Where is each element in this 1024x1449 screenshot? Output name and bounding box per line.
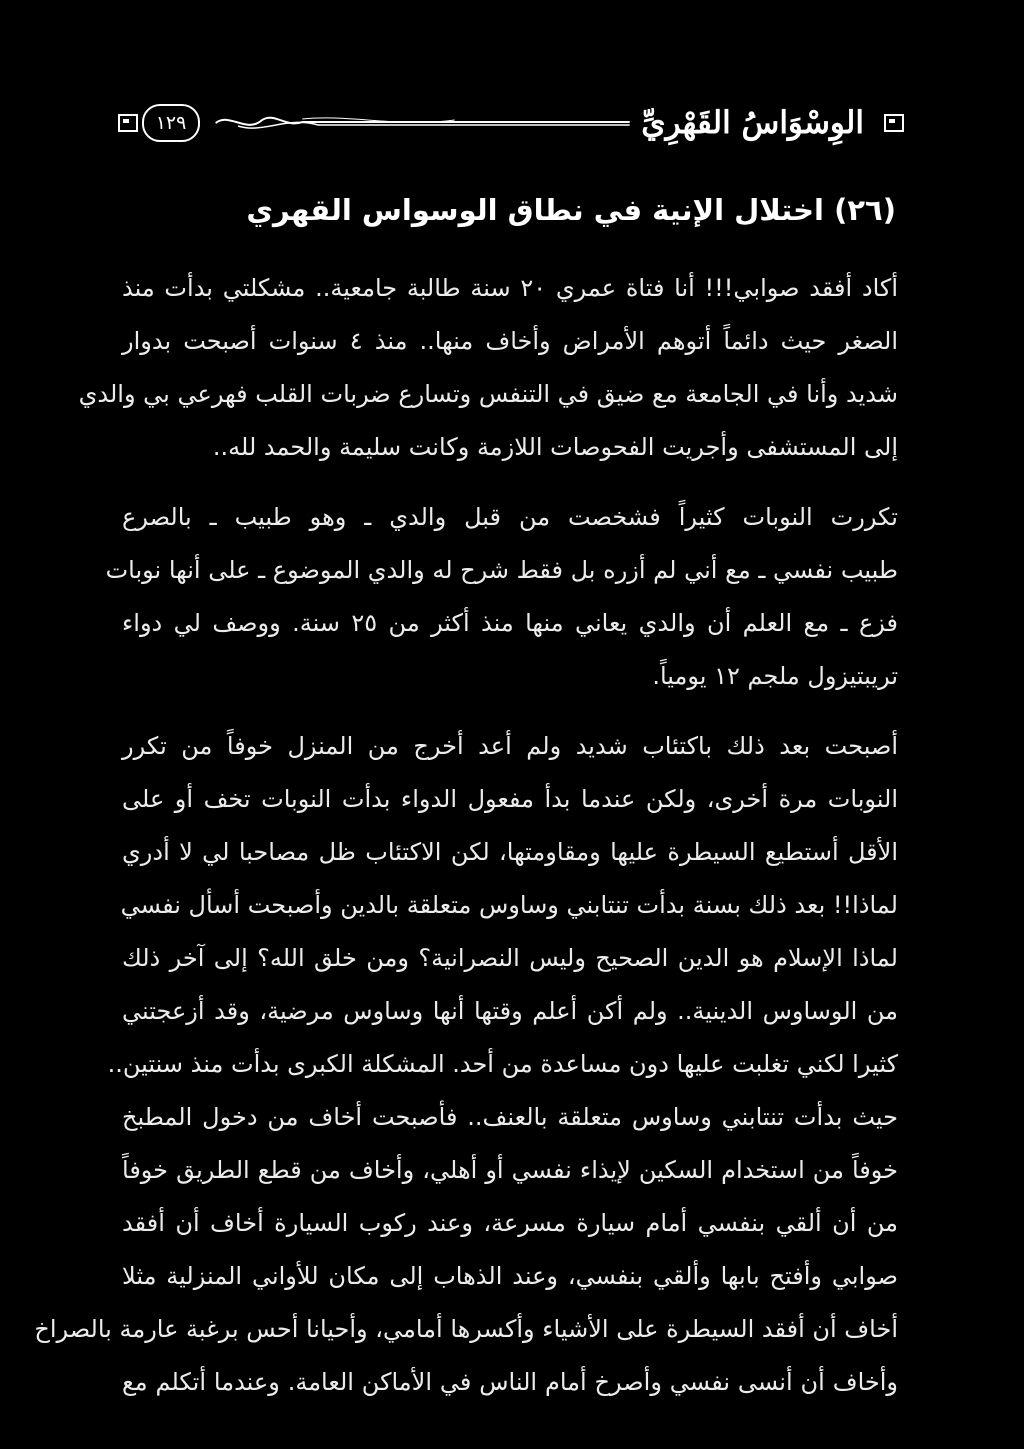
text-line: أصبحت بعد ذلك باكتئاب شديد ولم أعد أخرج من المنزل خوفاً من تكرر: [122, 732, 898, 760]
text-line: صوابي وأفتح بابها وألقي بنفسي، وعند الذهاب إلى مكان للأواني المنزلية مثلا: [122, 1262, 898, 1290]
text-line: كثيرا لكني تغلبت عليها دون مساعدة من أحد. المشكلة الكبرى بدأت منذ سنتين..: [107, 1050, 898, 1078]
text-line: خوفاً من استخدام السكين لإيذاء نفسي أو أهلي، وأخاف من قطع الطريق خوفاً: [122, 1156, 898, 1184]
chapter-title: (٢٦) اختلال الإنية في نطاق الوسواس القهري: [246, 193, 896, 227]
text-line: أخاف أن أفقد السيطرة على الأشياء وأكسرها أمامي، وأحيانا أحس برغبة عارمة بالصراخ: [34, 1315, 898, 1343]
flourish-rule-icon: [214, 108, 631, 138]
text-line: الصغر حيث دائماً أتوهم الأمراض وأخاف منها.. منذ ٤ سنوات أصبحت بدوار: [122, 327, 899, 355]
ornament-right-icon: [884, 114, 904, 132]
paragraph-3: [34, 720, 898, 1409]
text-line: حيث بدأت تنتابني وساوس متعلقة بالعنف.. فأصبحت أخاف من دخول المطبخ: [122, 1103, 898, 1131]
text-line: فزع ـ مع العلم أن والدي يعاني منها منذ أكثر من ٢٥ سنة. ووصف لي دواء: [122, 609, 899, 637]
text-line: من الوساوس الدينية.. ولم أكن أعلم وقتها أنها وساوس مرضية، وقد أزعجتني: [122, 997, 898, 1025]
text-line: من أن ألقي بنفسي أمام سيارة مسرعة، وعند ركوب السيارة أخاف أن أفقد: [122, 1209, 898, 1237]
text-line: وأخاف أن أنسى نفسي وأصرخ أمام الناس في الأماكن العامة. وعندما أتكلم مع: [122, 1368, 898, 1396]
header-rule: [214, 108, 631, 138]
text-line: لماذا الإسلام هو الدين الصحيح وليس النصرانية؟ ومن خلق الله؟ إلى آخر ذلك: [122, 944, 898, 972]
text-line: إلى المستشفى وأجريت الفحوصات اللازمة وكانت سليمة والحمد لله..: [212, 433, 898, 461]
running-title: الوِسْوَاسُ القَهْرِيِّ: [641, 105, 864, 141]
text-line: تكررت النوبات كثيراً فشخصت من قبل والدي ـ وهو طبيب ـ بالصرع: [122, 503, 898, 531]
page-number: ١٢٩: [142, 104, 200, 142]
text-line: شديد وأنا في الجامعة مع ضيق في التنفس وتسارع ضربات القلب فهرعي بي والدي: [78, 380, 898, 408]
text-line: تريبتيزول ملجم ١٢ يومياً.: [652, 662, 898, 690]
paragraph-1: [78, 262, 899, 474]
body-text: [34, 262, 899, 1409]
text-line: أكاد أفقد صوابي!!! أنا فتاة عمري ٢٠ سنة طالبة جامعية.. مشكلتي بدأت منذ: [122, 274, 898, 302]
page-header: [118, 100, 904, 146]
text-line: لماذا!! بعد ذلك بسنة بدأت تنتابني وساوس متعلقة بالدين وأصبحت أسأل نفسي: [120, 891, 898, 919]
text-line: النوبات مرة أخرى، ولكن عندما بدأ مفعول الدواء بدأت النوبات تخف أو على: [122, 785, 898, 813]
ornament-left-icon: [118, 114, 138, 132]
paragraph-2: [105, 491, 899, 703]
text-line: الأقل أستطيع السيطرة عليها ومقاومتها، لكن الاكتئاب ظل مصاحبا لي لا أدري: [122, 838, 898, 866]
text-line: طبيب نفسي ـ مع أني لم أزره بل فقط شرح له والدي الموضوع ـ على أنها نوبات: [105, 556, 898, 584]
